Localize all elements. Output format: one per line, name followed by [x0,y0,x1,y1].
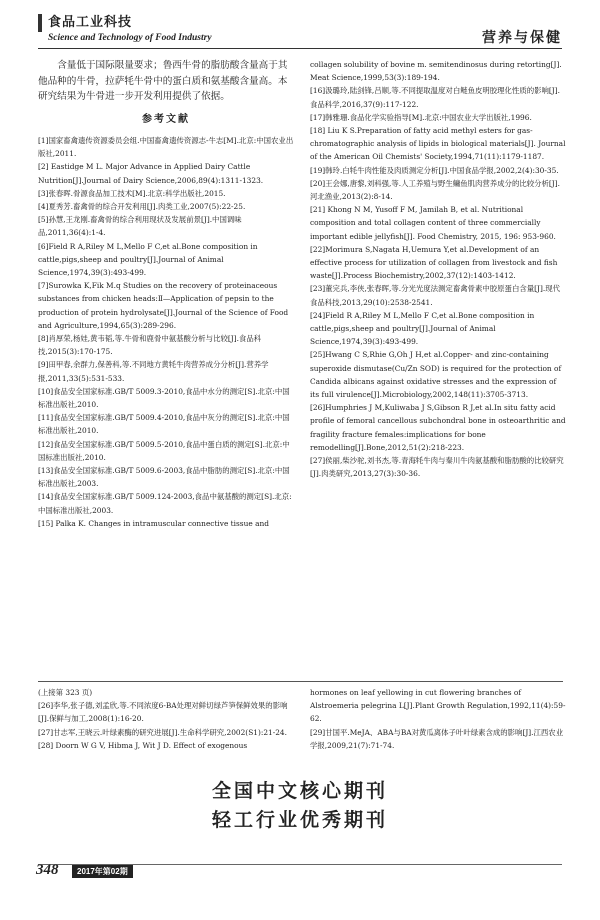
section-divider [38,681,563,682]
reference-item: [8]肖厚荣,杨娃,黄韦韬,等.牛骨和鹿骨中氨基酸分析与比较[J].食品科技,2015(3):170-175. [38,334,262,357]
intro-paragraph: 含量低于国际限量要求；鲁西牛骨的脂肪酸含量高于其他品种的牛骨，拉萨牦牛骨中的蛋白质和氨基酸含量高。本研究结果为牛骨进一步开发利用提供了依据。 [38,60,288,103]
header-rule [38,48,562,49]
reference-item: [18] Liu K S.Preparation of fatty acid methyl esters for gas-chromatographic analysis of lipids in biological materials[J]. Journal of the American Oil Chemists' Society,1994,71(11):1179-1187. [310,126,566,162]
page-number: 348 [36,862,59,878]
reference-item: [21] Khong N M, Yusoff F M, Jamilah B, et al. Nutritional composition and total collagen content of three commercially important edible jellyfish[J]. Food Chemistry, 2015, 196: 953-960. [310,205,556,241]
reference-item: [11]食品安全国家标准.GB/T 5009.4-2010,食品中灰分的测定[S].北京:中国标准出版社,2010. [38,413,290,436]
reference-item: [14]食品安全国家标准.GB/T 5009.124-2003,食品中氨基酸的测定[S].北京:中国标准出版社,2003. [38,492,292,515]
section-title: 营养与保健 [482,30,562,46]
continued-note: (上接第 323 页) [38,688,93,697]
reference-item: [23]董完兵,李侠,张春晖,等.分光光度法测定畜禽骨素中胶原蛋白含量[J].现代食品科技,2013,29(10):2538-2541. [310,284,560,307]
reference-item: [27]甘志军,王晓云.叶绿素酶的研究进展[J].生命科学研究,2002(S1):21-24. [38,727,287,737]
reference-item: [15] Palka K. Changes in intramuscular connective tissue and [38,518,269,528]
reference-list-bottom-left [38,699,294,752]
reference-item: [19]韩玲.白牦牛肉性能及肉质测定分析[J].中国食品学报,2002,2(4):30-35. [310,165,559,175]
reference-item: [2] Eastidge M L. Major Advance in Applied Dairy Cattle Nutrition[J].Journal of Dairy Science,2006,89(4):1311-1323. [38,162,264,185]
reference-list-bottom-right [310,686,566,752]
reference-item: [20]王会娜,唐黎,刘科强,等.人工养殖与野生鳙鱼肌肉营养成分的比较分析[J].河北渔业,2013(2):8-14. [310,178,560,202]
reference-item: [9]田甲春,余群力,保善科,等.不同地方黄牦牛肉营养成分分析[J].营养学报,2011,33(5):531-533. [38,360,269,383]
issue-badge: 2017年第02期 [72,865,133,878]
reference-item: [24]Field R A,Riley M L,Mello F C,et al.Bone composition in cattle,pigs,sheep and poultry[J].Journal of Animal Science,1974,39(3):493-499. [310,310,535,347]
reference-list-left [38,134,294,530]
reference-item: [22]Morimura S,Nagata H,Uemura Y,et al.Development of an effective process for utilization of collagen from livestock and fish waste[J].Process Biochemistry,2002,37(12):1403-1412. [310,244,558,281]
reference-item: [26]李华,张子德,刘孟欣,等.不同浓度6-BA处理对鲜切绿芦笋保鲜效果的影响[J].保鲜与加工,2008(1):16-20. [38,701,288,724]
reference-item: [4]夏秀芳.畜禽骨的综合开发利用[J].肉类工业,2007(5):22-25. [38,202,246,211]
bottom-left-column [38,686,294,752]
reference-item: [13]食品安全国家标准.GB/T 5009.6-2003,食品中脂肪的测定[S].北京:中国标准出版社,2003. [38,466,290,489]
references-heading: 参考文献 [142,113,190,125]
reference-item: [26]Humphries J M,Kuliwaba J S,Gibson R J,et al.In situ fatty acid profile of femoral cancellous subchondral bone in osteoarthritic and fragility fracture females:implications for bone remodelling[J].Bone,2012,51(2):218-223. [310,403,566,452]
reference-item: [29]甘国平.MeJA、ABA与BA对黄瓜离体子叶叶绿素含成的影响[J].江西农业学报,2009,21(7):71-74. [310,727,564,750]
reference-item: [3]张春晖.骨源食品加工技术[M].北京:科学出版社,2015. [38,188,226,198]
journal-title-en: Science and Technology of Food Industry [48,33,212,43]
reference-item: [7]Surowka K,Fik M.q Studies on the recovery of proteinaceous substances from chicken heads:Ⅱ—Application of pepsin to the production of protein hydrolysate[J].Journal of the Science of Food and Agriculture,1994,65(3):289-296. [38,281,289,330]
reference-item: [16]汲璐玲,陆剑锋,吕顺,等.不同提取温度对白鲢鱼皮明胶理化性质的影响[J].食品科学,2016,37(9):117-122. [310,86,560,109]
bottom-right-column [310,686,566,752]
right-column [310,58,566,481]
reference-item: [5]孙慧,王龙刚.畜禽骨的综合利用现状及发展前景[J].中国调味品,2011,36(4):1-4. [38,215,242,238]
left-column [38,58,294,530]
reference-item: [17]韩雅珊.食品化学实验指导[M].北京:中国农业大学出版社,1996. [310,112,532,122]
promo-line-1: 全国中文核心期刊 [211,780,388,802]
header-bar-mark [38,14,42,32]
reference-item: [1]国家畜禽遗传资源委员会组.中国畜禽遗传资源志-牛志[M].北京:中国农业出版社,2011. [38,135,294,159]
reference-item: [25]Hwang C S,Rhie G,Oh J H,et al.Copper- and zinc-containing superoxide dismutase(Cu/Zn SOD) is required for the protection of Candida albicans against oxidative stresses and the expression of its full virulence[J].Microbiology,2002,148(11):3705-3713. [310,350,562,400]
reference-item: collagen solubility of bovine m. semitendinosus during retorting[J]. Meat Science,1999,53(3):189-194. [310,60,562,83]
reference-item: [6]Field R A,Riley M L,Mello F C,et al.Bone composition in cattle,pigs,sheep and poultry[J].Journal of Animal Science,1974,39(3):493-499. [38,241,258,278]
reference-item: [27]侯丽,柴沙驼,刘书杰,等.青海牦牛肉与秦川牛肉氨基酸和脂肪酸的比较研究[J].肉类研究,2013,27(3):30-36. [310,456,564,479]
reference-item: hormones on leaf yellowing in cut flowering branches of Alstroemeria pelegrina L[J].Plant Growth Regulation,1992,11(4):59-62. [310,688,566,724]
reference-item: [10]食品安全国家标准.GB/T 5009.3-2010,食品中水分的测定[S].北京:中国标准出版社,2010. [38,386,290,410]
reference-item: [12]食品安全国家标准.GB/T 5009.5-2010,食品中蛋白质的测定[S].北京:中国标准出版社,2010. [38,439,290,462]
reference-item: [28] Doorn W G V, Hibma J, Wit J D. Effect of exogenous [38,740,248,750]
reference-list-right [310,58,566,481]
journal-title-cn: 食品工业科技 [48,15,133,30]
promo-line-2: 轻工行业优秀期刊 [211,809,388,831]
